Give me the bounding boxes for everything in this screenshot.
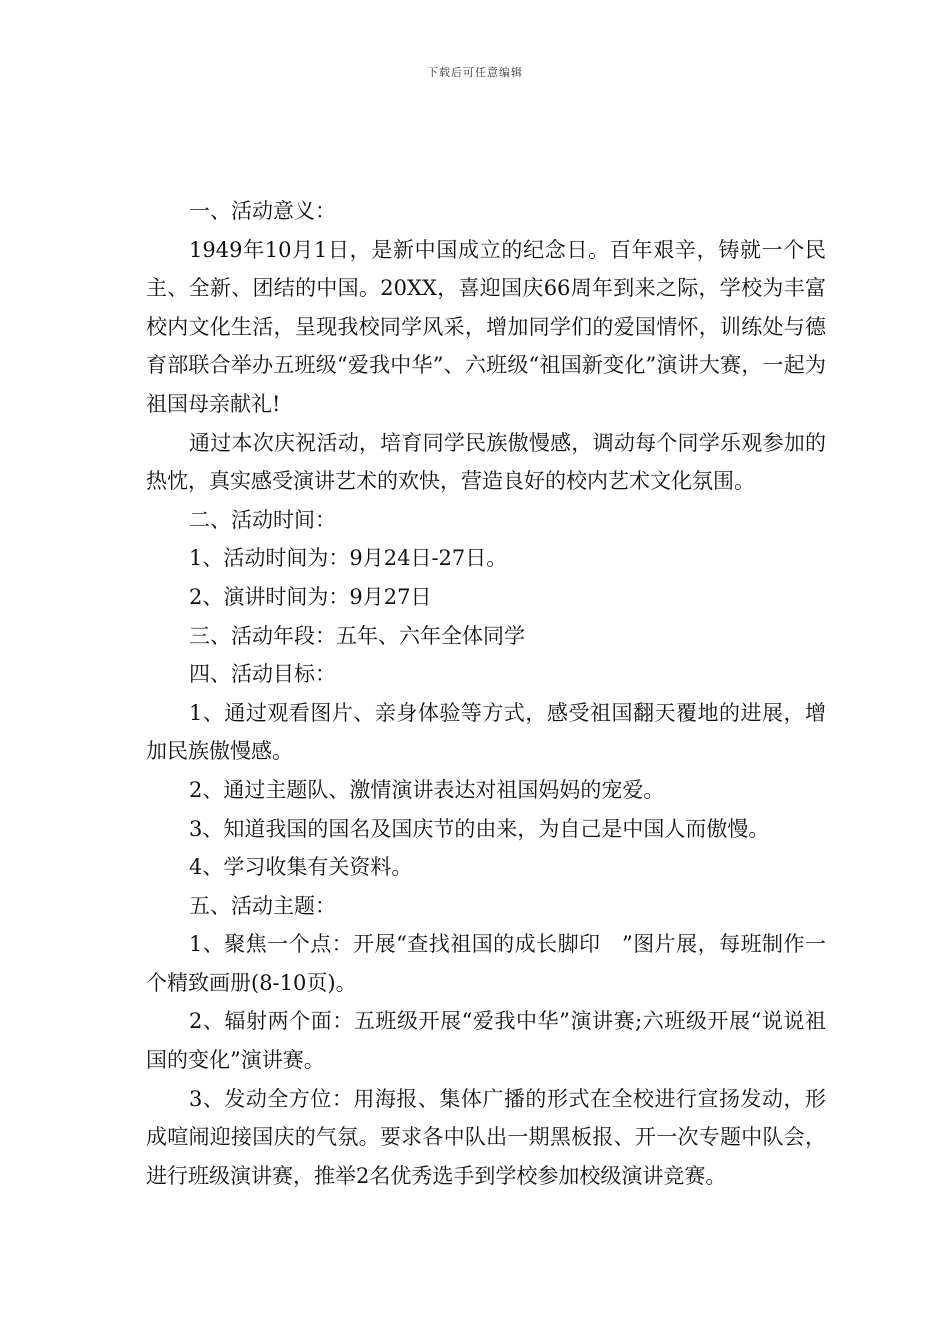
list-item-theme-1: 1、聚焦一个点：开展“查找祖国的成长脚印 ”图片展，每班制作一个精致画册(8-10页)。 (146, 932, 826, 995)
section-heading-grades: 三、活动年段：五年、六年全体同学 (189, 623, 525, 648)
list-item-theme-2: 2、辐射两个面：五班级开展“爱我中华”演讲赛;六班级开展“说说祖国的变化”演讲赛。 (146, 1009, 826, 1073)
list-item-activity-time: 1、活动时间为：9月24日-27日。 (189, 546, 508, 571)
list-item-theme-3: 3、发动全方位：用海报、集体广播的形式在全校进行宣扬发动，形成喧闹迎接国庆的气氛。要求各中队出一期黑板报、开一次专题中队会，进行班级演讲赛，推举2名优秀选手到学校参加校级演讲竞赛。 (146, 1086, 826, 1188)
list-item-objective-2: 2、通过主题队、激情演讲表达对祖国妈妈的宠爱。 (189, 777, 665, 802)
document-body (146, 192, 826, 1195)
list-item-objective-4: 4、学习收集有关资料。 (189, 855, 413, 880)
section-heading-objectives: 四、活动目标： (189, 662, 336, 687)
section-heading-significance: 一、活动意义： (189, 199, 336, 223)
list-item-speech-time: 2、演讲时间为：9月27日 (189, 584, 432, 609)
paragraph-significance-goal: 通过本次庆祝活动，培育同学民族傲慢感，调动每个同学乐观参加的热忱，真实感受演讲艺术的欢快，营造良好的校内艺术文化氛围。 (146, 430, 826, 494)
page-header: 下载后可任意编辑 (427, 66, 523, 79)
list-item-objective-3: 3、知道我国的国名及国庆节的由来，为自己是中国人而傲慢。 (189, 816, 770, 841)
section-heading-theme: 五、活动主题： (189, 893, 336, 918)
section-heading-time: 二、活动时间： (189, 507, 336, 532)
list-item-objective-1: 1、通过观看图片、亲身体验等方式，感受祖国翻天覆地的进展，增加民族傲慢感。 (146, 700, 826, 764)
paragraph-significance-intro: 1949年10月1日，是新中国成立的纪念日。百年艰辛，铸就一个民主、全新、团结的中国。20XX，喜迎国庆66周年到来之际，学校为丰富校内文化生活，呈现我校同学风采，增加同学们的爱国情怀，训练处与德育部联合举办五班级“爱我中华”、六班级“祖国新变化”演讲大赛，一起为祖国母亲献礼! (146, 237, 826, 416)
